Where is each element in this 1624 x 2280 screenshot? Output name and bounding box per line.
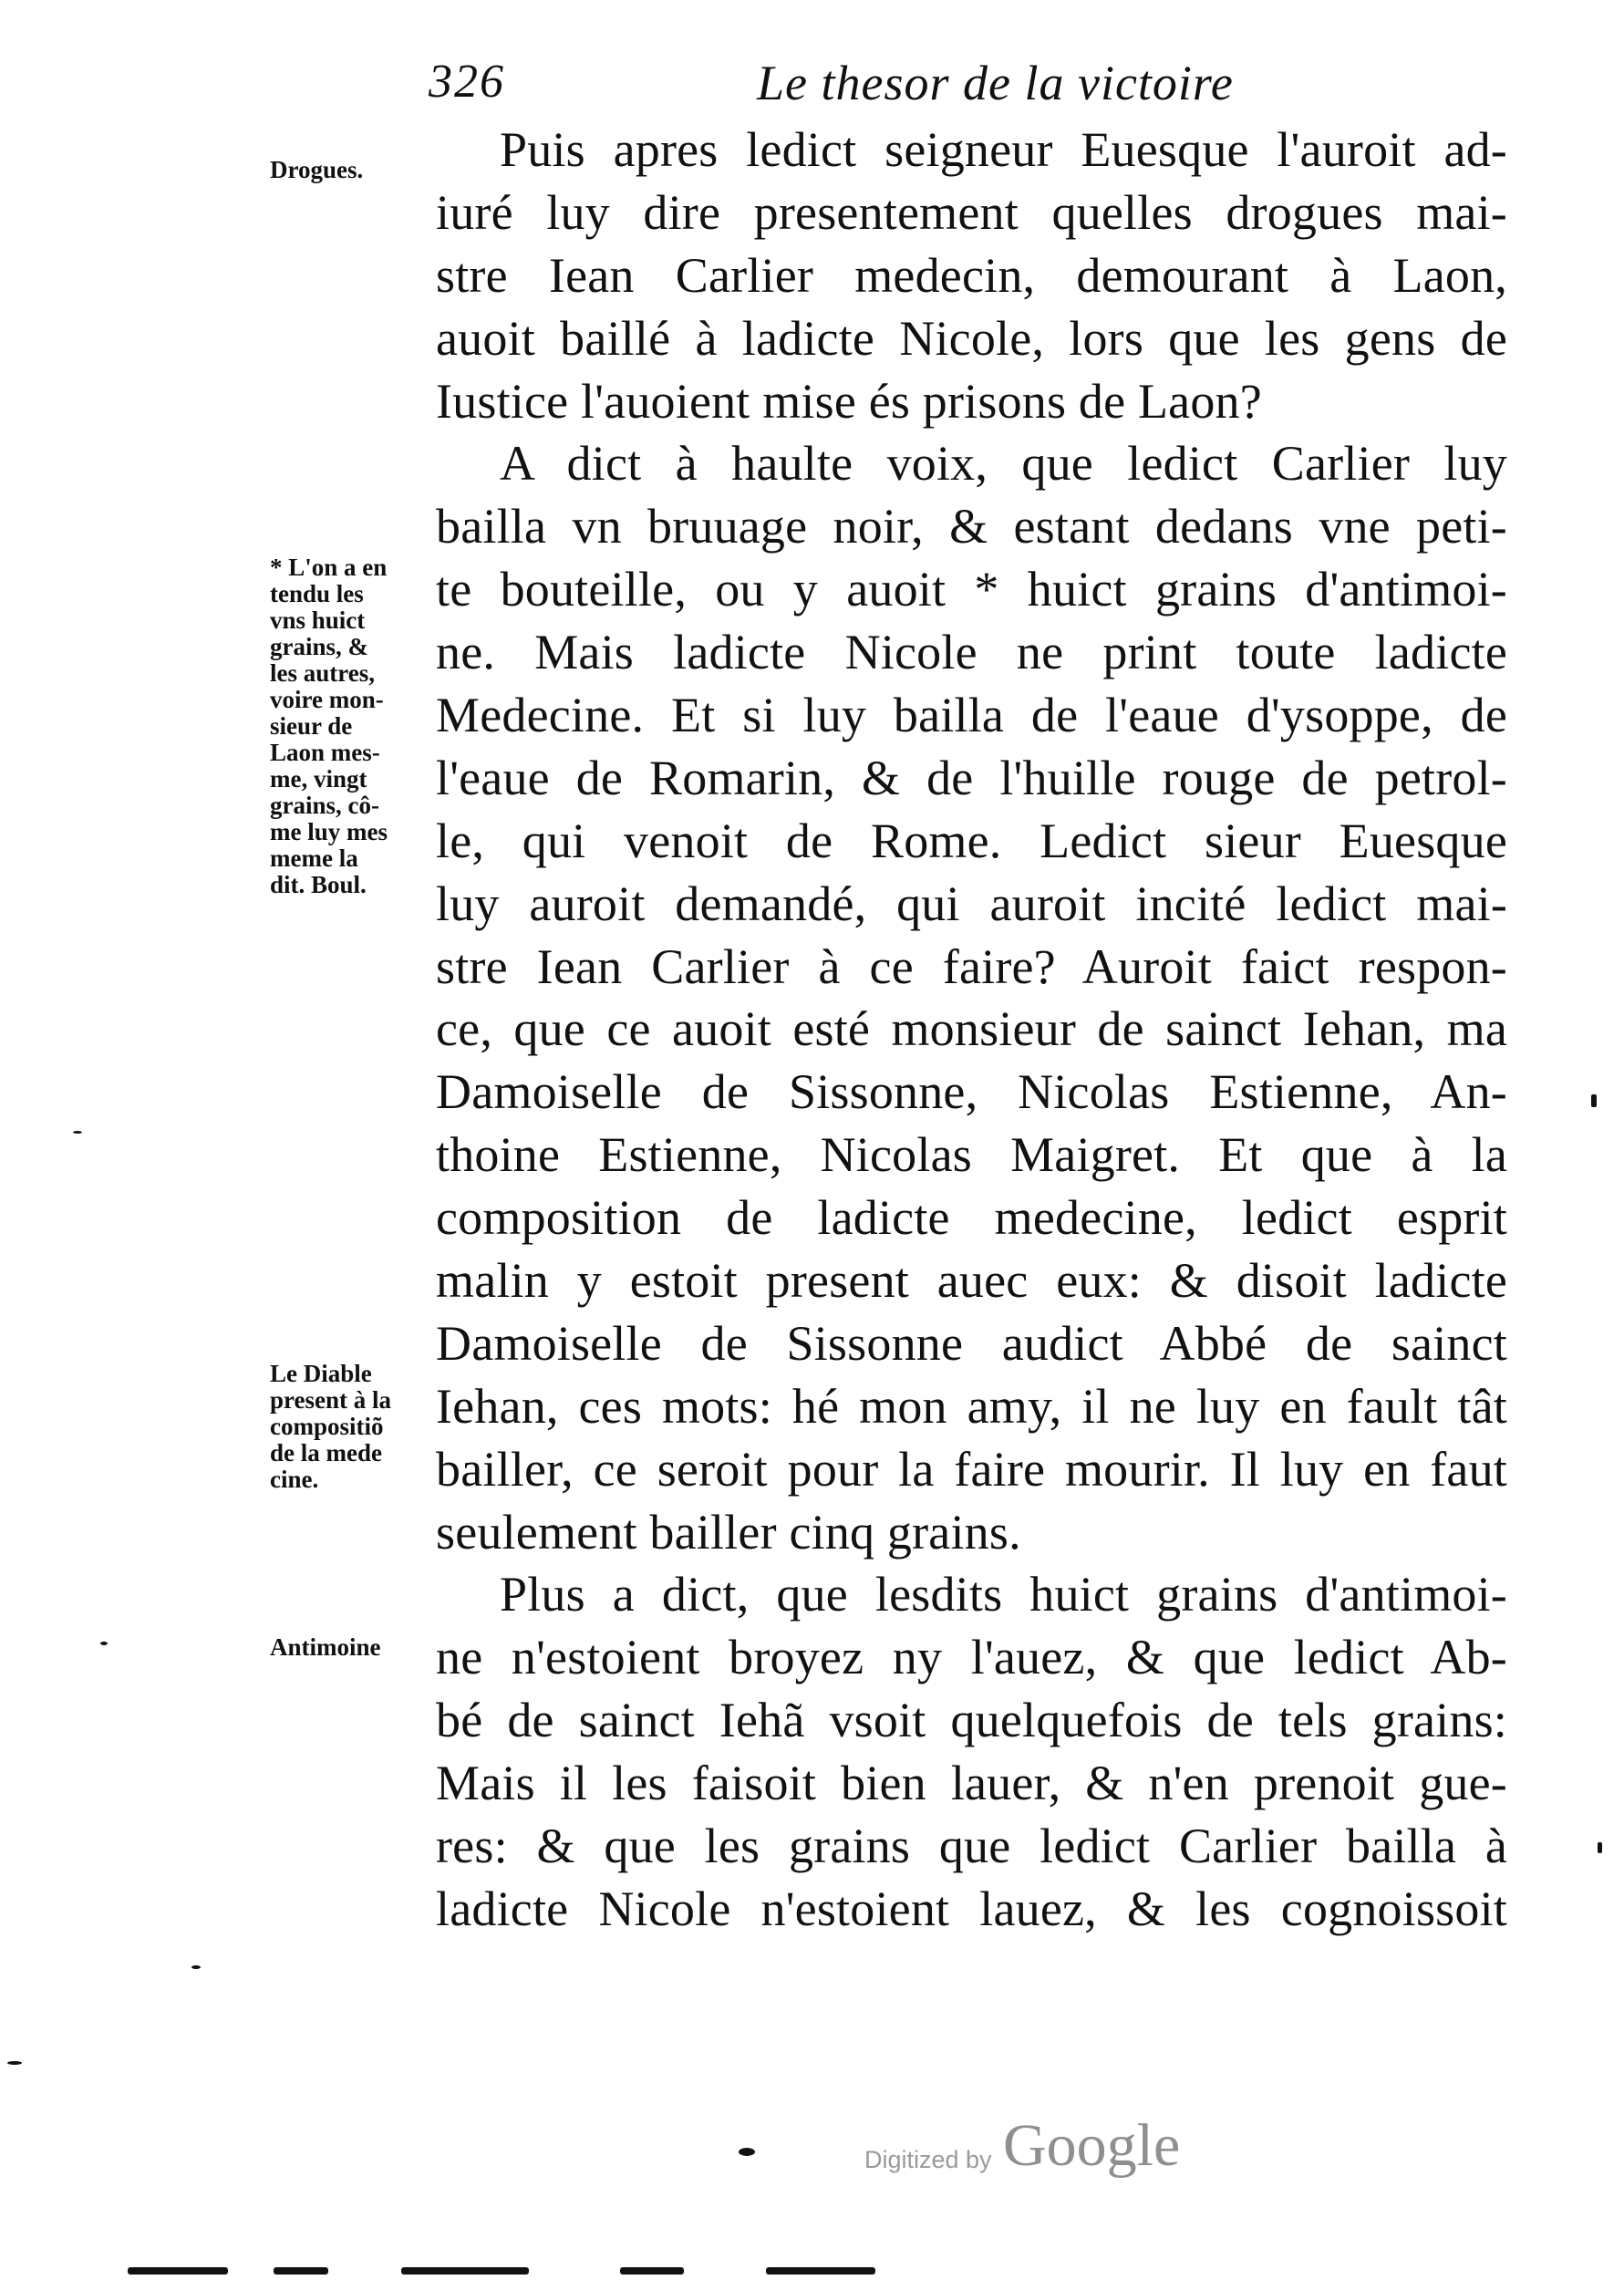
note-line: me luy mes — [270, 819, 388, 845]
text-line: A dict à haulte voix, que ledict Carlier luy — [500, 436, 1507, 492]
page-header — [429, 55, 1249, 119]
text-line: stre Iean Carlier à ce faire? Auroit faict respon- — [436, 938, 1507, 994]
note-line: Antimoine — [270, 1634, 381, 1661]
note-line: present à la — [270, 1387, 391, 1414]
text-line: Damoiselle de Sissonne, Nicolas Estienne, An- — [436, 1064, 1507, 1120]
note-line: voire mon- — [270, 687, 384, 713]
text-line: Medecine. Et si luy bailla de l'eaue d'ysoppe, de — [436, 688, 1507, 743]
ink-speck — [739, 2148, 755, 2156]
text-line: Plus a dict, que lesdits huict grains d'antimoi- — [500, 1567, 1507, 1622]
ink-mark — [620, 2267, 684, 2275]
note-line: Le Diable — [270, 1361, 372, 1387]
text-line: thoine Estienne, Nicolas Maigret. Et que à la — [436, 1127, 1507, 1183]
text-line: auoit baillé à ladicte Nicole, lors que les gens de — [436, 310, 1507, 366]
ink-speck — [1598, 1842, 1602, 1853]
running-title: Le thesor de la victoire — [757, 56, 1234, 110]
note-line: me, vingt — [270, 766, 367, 793]
ink-mark — [274, 2267, 328, 2275]
note-line: cine. — [270, 1466, 319, 1493]
margin-note-drogues — [270, 157, 434, 183]
note-line: de la mede — [270, 1440, 382, 1466]
text-line: iuré luy dire presentement quelles drogues mai- — [436, 184, 1507, 240]
note-line: grains, & — [270, 634, 368, 660]
text-line: Puis apres ledict seigneur Euesque l'auroit ad- — [500, 122, 1507, 177]
ink-mark — [128, 2267, 228, 2275]
watermark-prefix: Digitized by — [864, 2146, 992, 2173]
text-line: Iustice l'auoient mise és prisons de Laon? — [436, 373, 1262, 429]
note-line: Drogues. — [270, 157, 364, 183]
note-line: compositiõ — [270, 1414, 384, 1440]
text-line: seulement bailler cinq grains. — [436, 1504, 1021, 1560]
margin-note-antimoine — [270, 1634, 434, 1661]
body-text — [436, 119, 1507, 1941]
note-line: tendu les — [270, 581, 364, 607]
ink-mark — [401, 2267, 529, 2275]
text-line: bailla vn bruuage noir, & estant dedans vne peti- — [436, 499, 1507, 554]
note-line: vns huict — [270, 607, 366, 634]
margin-note-antimoine-grains — [270, 554, 434, 898]
text-line: composition de ladicte medecine, ledict esprit — [436, 1190, 1507, 1246]
text-line: luy auroit demandé, qui auroit incité ledict mai- — [436, 876, 1507, 931]
text-line: ladicte Nicole n'estoient lauez, & les cognoissoit — [436, 1881, 1507, 1936]
note-line: dit. Boul. — [270, 872, 367, 898]
text-line: Iehan, ces mots: hé mon amy, il ne luy en fault tât — [436, 1378, 1507, 1434]
note-line: * L'on a en — [270, 554, 388, 581]
ink-speck — [7, 2061, 22, 2065]
text-line: l'eaue de Romarin, & de l'huille rouge de petrol- — [436, 750, 1507, 805]
text-line: stre Iean Carlier medecin, demourant à Laon, — [436, 247, 1507, 303]
text-line: Mais il les faisoit bien lauer, & n'en prenoit gue- — [436, 1756, 1507, 1811]
text-line: bé de sainct Iehã vsoit quelquefois de tels grains: — [436, 1693, 1507, 1748]
note-line: les autres, — [270, 660, 375, 687]
note-line: meme la — [270, 845, 358, 872]
note-line: sieur de — [270, 713, 353, 740]
text-line: ne. Mais ladicte Nicole ne print toute ladicte — [436, 625, 1507, 680]
text-line: te bouteille, ou y auoit * huict grains d'antimoi- — [436, 562, 1507, 617]
digitized-watermark — [864, 2111, 1247, 2184]
text-line: Damoiselle de Sissonne audict Abbé de sainct — [436, 1315, 1507, 1371]
note-line: grains, cô- — [270, 793, 379, 819]
ink-speck — [73, 1131, 82, 1134]
google-logo: Google — [1003, 2112, 1181, 2179]
text-line: ce, que ce auoit esté monsieur de sainct Iehan, ma — [436, 1001, 1507, 1057]
ink-mark — [766, 2267, 875, 2275]
margin-note-diable — [270, 1361, 434, 1493]
text-line: res: & que les grains que ledict Carlier bailla à — [436, 1819, 1507, 1874]
ink-speck — [191, 1965, 201, 1969]
ink-speck — [1591, 1094, 1597, 1107]
note-line: Laon mes- — [270, 740, 380, 766]
text-line: malin y estoit present auec eux: & disoit ladicte — [436, 1253, 1507, 1309]
page-number: 326 — [429, 56, 505, 108]
text-line: le, qui venoit de Rome. Ledict sieur Euesque — [436, 813, 1507, 868]
ink-speck — [100, 1642, 108, 1645]
bottom-ink-marks — [128, 2267, 912, 2280]
text-line: bailler, ce seroit pour la faire mourir. Il luy en faut — [436, 1441, 1507, 1497]
text-line: ne n'estoient broyez ny l'auez, & que ledict Ab- — [436, 1630, 1507, 1685]
